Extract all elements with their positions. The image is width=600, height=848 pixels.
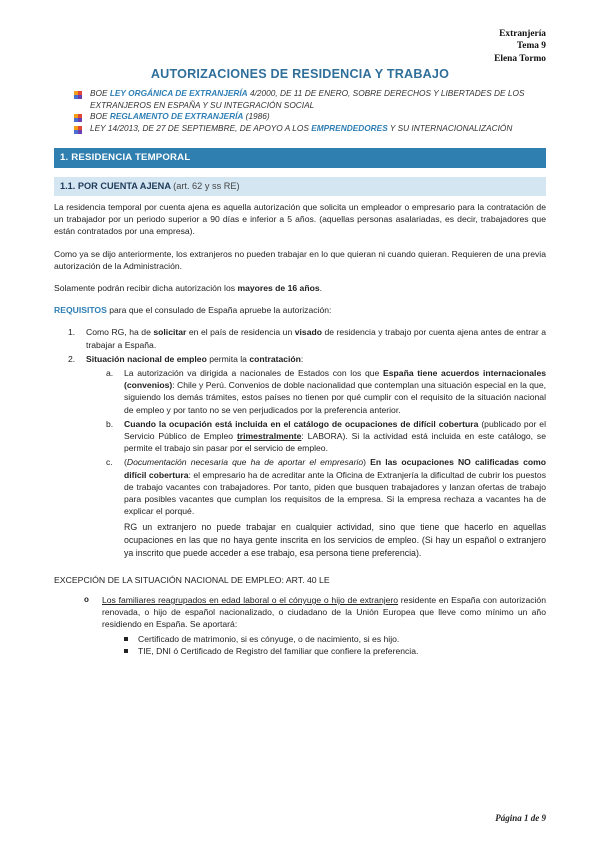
requisitos-intro: REQUISITOS para que el consulado de España apruebe la autorización: (54, 305, 332, 316)
paragraph: La residencia temporal por cuenta ajena es aquella autorización que solicita un empleador o empresario para la contratación de un trabajador por un periodo superior a 90 días e inferior a 5 años. (aquellas personas asalariadas, es decir, trabajadores que están contratados por una empresa). (54, 202, 546, 237)
sub-list (86, 367, 546, 517)
reference-text: Y SU INTERNACIONALIZACIÓN (387, 122, 513, 133)
windows-bullet-icon (74, 114, 83, 122)
requirements-list (54, 326, 546, 559)
reference-text: BOE (90, 111, 110, 122)
page-title: AUTORIZACIONES DE RESIDENCIA Y TRABAJO (150, 67, 450, 81)
documents-list (54, 633, 546, 657)
exception-heading: EXCEPCIÓN DE LA SITUACIÓN NACIONAL DE EMPLEO: ART. 40 LE (54, 574, 330, 585)
list-item: 2. Situación nacional de empleo permita la contratación: a. La autorización va dirigida a nacionales de Estados con los que España tiene acuerdos internacionales (convenios): Chile y Perú. Convenios de doble nacionalidad que contemplan una situación especial en la que, siguiendo los demás trámites, estos países no tienen por qué cumplir con el requisito de la situación nacional de empleo y por tanto no se ven perjudicados por la preferencia anterior. b. Cuando la ocupación está incluida en el catálogo de ocupaciones de difícil cobertura (publicado por el Servicio Público de Empleo trimestralmente: LABORA). Si la actividad está incluida en este catálogo, se permite el trabajo sin pasar por el servicio de empleo. c. (Documentación necesaria que ha de aportar el empresario) En las ocupaciones NO calificadas como difícil cobertura: el empresario ha de acreditar ante la Oficina de Extranjería la dificultad de cubrir los puestos de trabajo vacantes con trabajadores. Por tanto, piden que busquen trabajadores y lanzan ofertas de trabajo para posibles vacantes que cumplan los requisitos de la empresa. Si la empresa rechaza a vacantes ha de explicar el porqué. RG un extranjero no puede trabajar en cualquier actividad, sino que tiene que hacerlo en aquellas ocupaciones en las que no haya gente inscrita en los servicios de empleo. (Si hay un español o extranjero ya inscrito que puede acceder a ese trabajo, esa persona tiene preferencia). (68, 353, 547, 558)
reference-item (74, 123, 550, 135)
reference-highlight: REGLAMENTO DE EXTRANJERÍA (109, 111, 244, 122)
reference-item (74, 111, 550, 123)
sub-list-item: c. (Documentación necesaria que ha de aportar el empresario) En las ocupaciones NO calificadas como difícil cobertura: el empresario ha de acreditar ante la Oficina de Extranjería la dificultad de cubrir los puestos de trabajo vacantes con trabajadores. Por tanto, piden que busquen trabajadores y lanzan ofertas de trabajo para posibles vacantes que cumplan los requisitos de la empresa. Si la empresa rechaza a vacantes ha de explicar el porqué. (106, 457, 546, 517)
requisitos-label: REQUISITOS (54, 305, 107, 316)
reference-text: (1986) (243, 111, 270, 122)
main-content (54, 201, 546, 657)
reference-highlight: LEY ORGÁNICA DE EXTRANJERÍA (109, 88, 248, 98)
subsection-article-ref: (art. 62 y ss RE) (173, 181, 240, 191)
list-item: Certificado de matrimonio, si es cónyuge, o de nacimiento, si es hijo. (54, 633, 546, 645)
page-number: Página 1 de 9 (495, 813, 546, 823)
reference-text: 4/2000, DE 11 DE ENERO, SOBRE DERECHOS Y LIBERTADES DE LOS EXTRANJEROS EN ESPAÑA Y SU INTEGRACIÓN SOCIAL (90, 88, 525, 110)
subsection-heading (54, 177, 546, 196)
header-author: Elena Tormo (494, 53, 546, 64)
subsection-title: 1.1. POR CUENTA AJENA (60, 181, 171, 191)
paragraph: Como ya se dijo anteriormente, los extranjeros no pueden trabajar en lo que quieran ni cuando quieran. Requieren de una previa autorización de la Administración. (54, 248, 546, 271)
windows-bullet-icon (74, 126, 83, 134)
reference-item (74, 88, 550, 111)
reference-text: LEY 14/2013, DE 27 DE SEPTIEMBRE, DE APOYO A LOS (90, 122, 312, 133)
paragraph: Solamente podrán recibir dicha autorización los mayores de 16 años. (54, 283, 322, 294)
legal-references (74, 88, 550, 134)
exception-item: o Los familiares reagrupados en edad laboral o el cónyuge o hijo de extranjero residente en España con autorización renovada, o hijo de español nacionalizado, o ciudadano de la Unión Europea que lleve como mínimo un año residiendo en España. Se aportará: (84, 595, 546, 630)
list-item: TIE, DNI ó Certificado de Registro del familiar que confiere la preferencia. (54, 645, 546, 657)
sub-list-item: a. La autorización va dirigida a nacionales de Estados con los que España tiene acuerdos internacionales (convenios): Chile y Perú. Convenios de doble nacionalidad que contemplan una situación especial en la que, siguiendo los demás trámites, estos países no tienen por qué cumplir con el requisito de la situación nacional de empleo y por tanto no se ven perjudicados por la preferencia anterior. (106, 368, 547, 415)
header-topic: Tema 9 (516, 41, 546, 52)
sub-list-item: b. Cuando la ocupación está incluida en el catálogo de ocupaciones de difícil cobertura (publicado por el Servicio Público de Empleo trimestralmente: LABORA). Si la actividad está incluida en este catálogo, se permite el trabajo sin pasar por el servicio de empleo. (106, 418, 547, 454)
document-header (494, 28, 546, 65)
square-bullet-icon (124, 649, 128, 653)
note-paragraph: RG un extranjero no puede trabajar en cualquier actividad, sino que tiene que hacerlo en aquellas ocupaciones en las que no haya gente inscrita en los servicios de empleo. (Si hay un español o extranjero ya inscrito que puede acceder a ese trabajo, esa persona tiene preferencia). (124, 522, 546, 558)
reference-text: BOE (90, 88, 110, 98)
windows-bullet-icon (74, 91, 83, 99)
circle-bullet-icon: o (84, 595, 89, 605)
reference-highlight: EMPRENDEDORES (311, 122, 388, 133)
square-bullet-icon (124, 637, 128, 641)
list-item: 1. Como RG, ha de solicitar en el país de residencia un visado de residencia y trabajo por cuenta ajena antes de entrar a trabajar a España. (68, 327, 547, 350)
section-heading: 1. RESIDENCIA TEMPORAL (54, 148, 546, 168)
header-subject: Extranjería (499, 29, 546, 39)
